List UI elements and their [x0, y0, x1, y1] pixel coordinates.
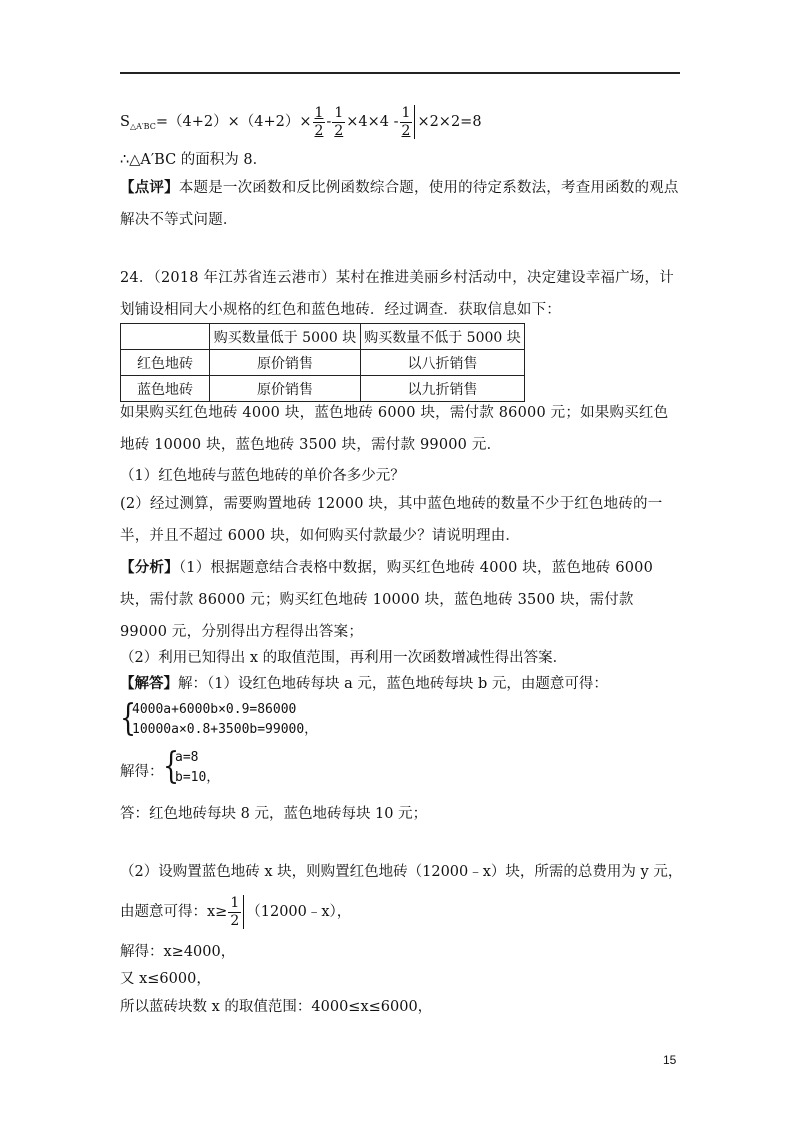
formula-part: - [326, 114, 332, 130]
brace: { [163, 746, 180, 787]
range-line: 所以蓝砖块数 x 的取值范围：4000≤x≤6000， [120, 999, 433, 1015]
table-cell: 蓝色地砖 [121, 376, 210, 402]
brace: { [120, 698, 137, 739]
equation-1: 4000a+6000b×0.9=86000 [132, 702, 297, 717]
conclusion-line: ∴△A′BC 的面积为 8． [120, 152, 268, 168]
formula-part: ×2×2=8 [417, 114, 482, 130]
table-cell: 购买数量不低于 5000 块 [361, 324, 525, 350]
table-cell: 以八折销售 [361, 350, 525, 376]
answer-1: 答：红色地砖每块 8 元，蓝色地砖每块 10 元； [120, 806, 428, 822]
area-symbol: S [120, 114, 130, 130]
analysis-p1: （1）根据题意结合表格中数据，购买红色地砖 4000 块，蓝色地砖 6000 块，需付款 86000 元；购买红色地砖 10000 块，蓝色地砖 3500 块，需付款 99000 元，分别得出方程得出答案； [120, 560, 654, 640]
equation-system [120, 700, 350, 740]
table-row [121, 350, 525, 376]
fraction: $\frac{1}{2}$ [314, 104, 324, 139]
area-subscript: △A′BC [129, 122, 156, 131]
table-cell: 以九折销售 [361, 376, 525, 402]
fraction-bar [243, 895, 244, 929]
comment-block [120, 172, 682, 236]
analysis-p2: （2）利用已知得出 x 的取值范围，再利用一次函数增减性得出答案． [120, 650, 568, 666]
solution-a: a=8 [175, 750, 199, 765]
part2-setup: （2）设购置蓝色地砖 x 块，则购置红色地砖（12000﹣x）块，所需的总费用为 y 元， [120, 864, 683, 880]
page-number: 15 [663, 1053, 677, 1067]
comment-text: 本题是一次函数和反比例函数综合题，使用的待定系数法，考查用函数的观点解决不等式问题． [120, 180, 679, 228]
equation-2: 10000a×0.8+3500b=99000， [132, 722, 318, 737]
solution-b: b=10， [175, 770, 220, 785]
table-cell: 红色地砖 [121, 350, 210, 376]
area-formula [120, 104, 482, 145]
solution-intro-text: 解：（1）设红色地砖每块 a 元，蓝色地砖每块 b 元，由题意可得： [178, 676, 608, 692]
table-cell: 购买数量低于 5000 块 [210, 324, 361, 350]
comment-tag: 【点评】 [120, 179, 179, 196]
solution-system [163, 748, 243, 788]
solved-x: 解得：x≥4000， [120, 944, 236, 960]
analysis-tag: 【分析】 [120, 559, 179, 576]
fraction-bar [414, 105, 415, 139]
formula-part: ×4×4 - [346, 114, 399, 130]
question-2: (2）经过测算，需要购置地砖 12000 块，其中蓝色地砖的数量不少于红色地砖的一半，并且不超过 6000 块，如何购买付款最少？请说明理由． [120, 496, 663, 544]
solved-label: 解得： [120, 764, 164, 780]
analysis-block [120, 552, 682, 648]
solution-tag: 【解答】 [120, 675, 178, 692]
price-table [120, 323, 525, 402]
also-line: 又 x≤6000， [120, 971, 211, 987]
problem-intro: 24．（2018 年江苏省连云港市）某村在推进美丽乡村活动中，决定建设幸福广场，计划铺设相同大小规格的红色和蓝色地砖．经过调查．获取信息如下： [120, 270, 674, 318]
table-cell [121, 324, 210, 350]
solution-intro [120, 674, 608, 694]
fraction: $\frac{1}{2}$ [401, 104, 411, 139]
formula-part: =（4+2）×（4+2）× [155, 114, 312, 130]
problem-info: 如果购买红色地砖 4000 块，蓝色地砖 6000 块，需付款 86000 元；如果购买红色地砖 10000 块，蓝色地砖 3500 块，需付款 99000 元． [120, 405, 669, 453]
inequality-line: 由题意可得：x≥ $\frac{1}{2}$ （12000﹣x）， [120, 894, 352, 929]
table-row [121, 324, 525, 350]
table-cell: 原价销售 [210, 376, 361, 402]
header-rule [120, 72, 680, 74]
fraction: $\frac{1}{2}$ [334, 104, 344, 139]
fraction: $\frac{1}{2}$ [230, 894, 240, 929]
question-1: （1）红色地砖与蓝色地砖的单价各多少元？ [120, 468, 405, 484]
table-cell: 原价销售 [210, 350, 361, 376]
